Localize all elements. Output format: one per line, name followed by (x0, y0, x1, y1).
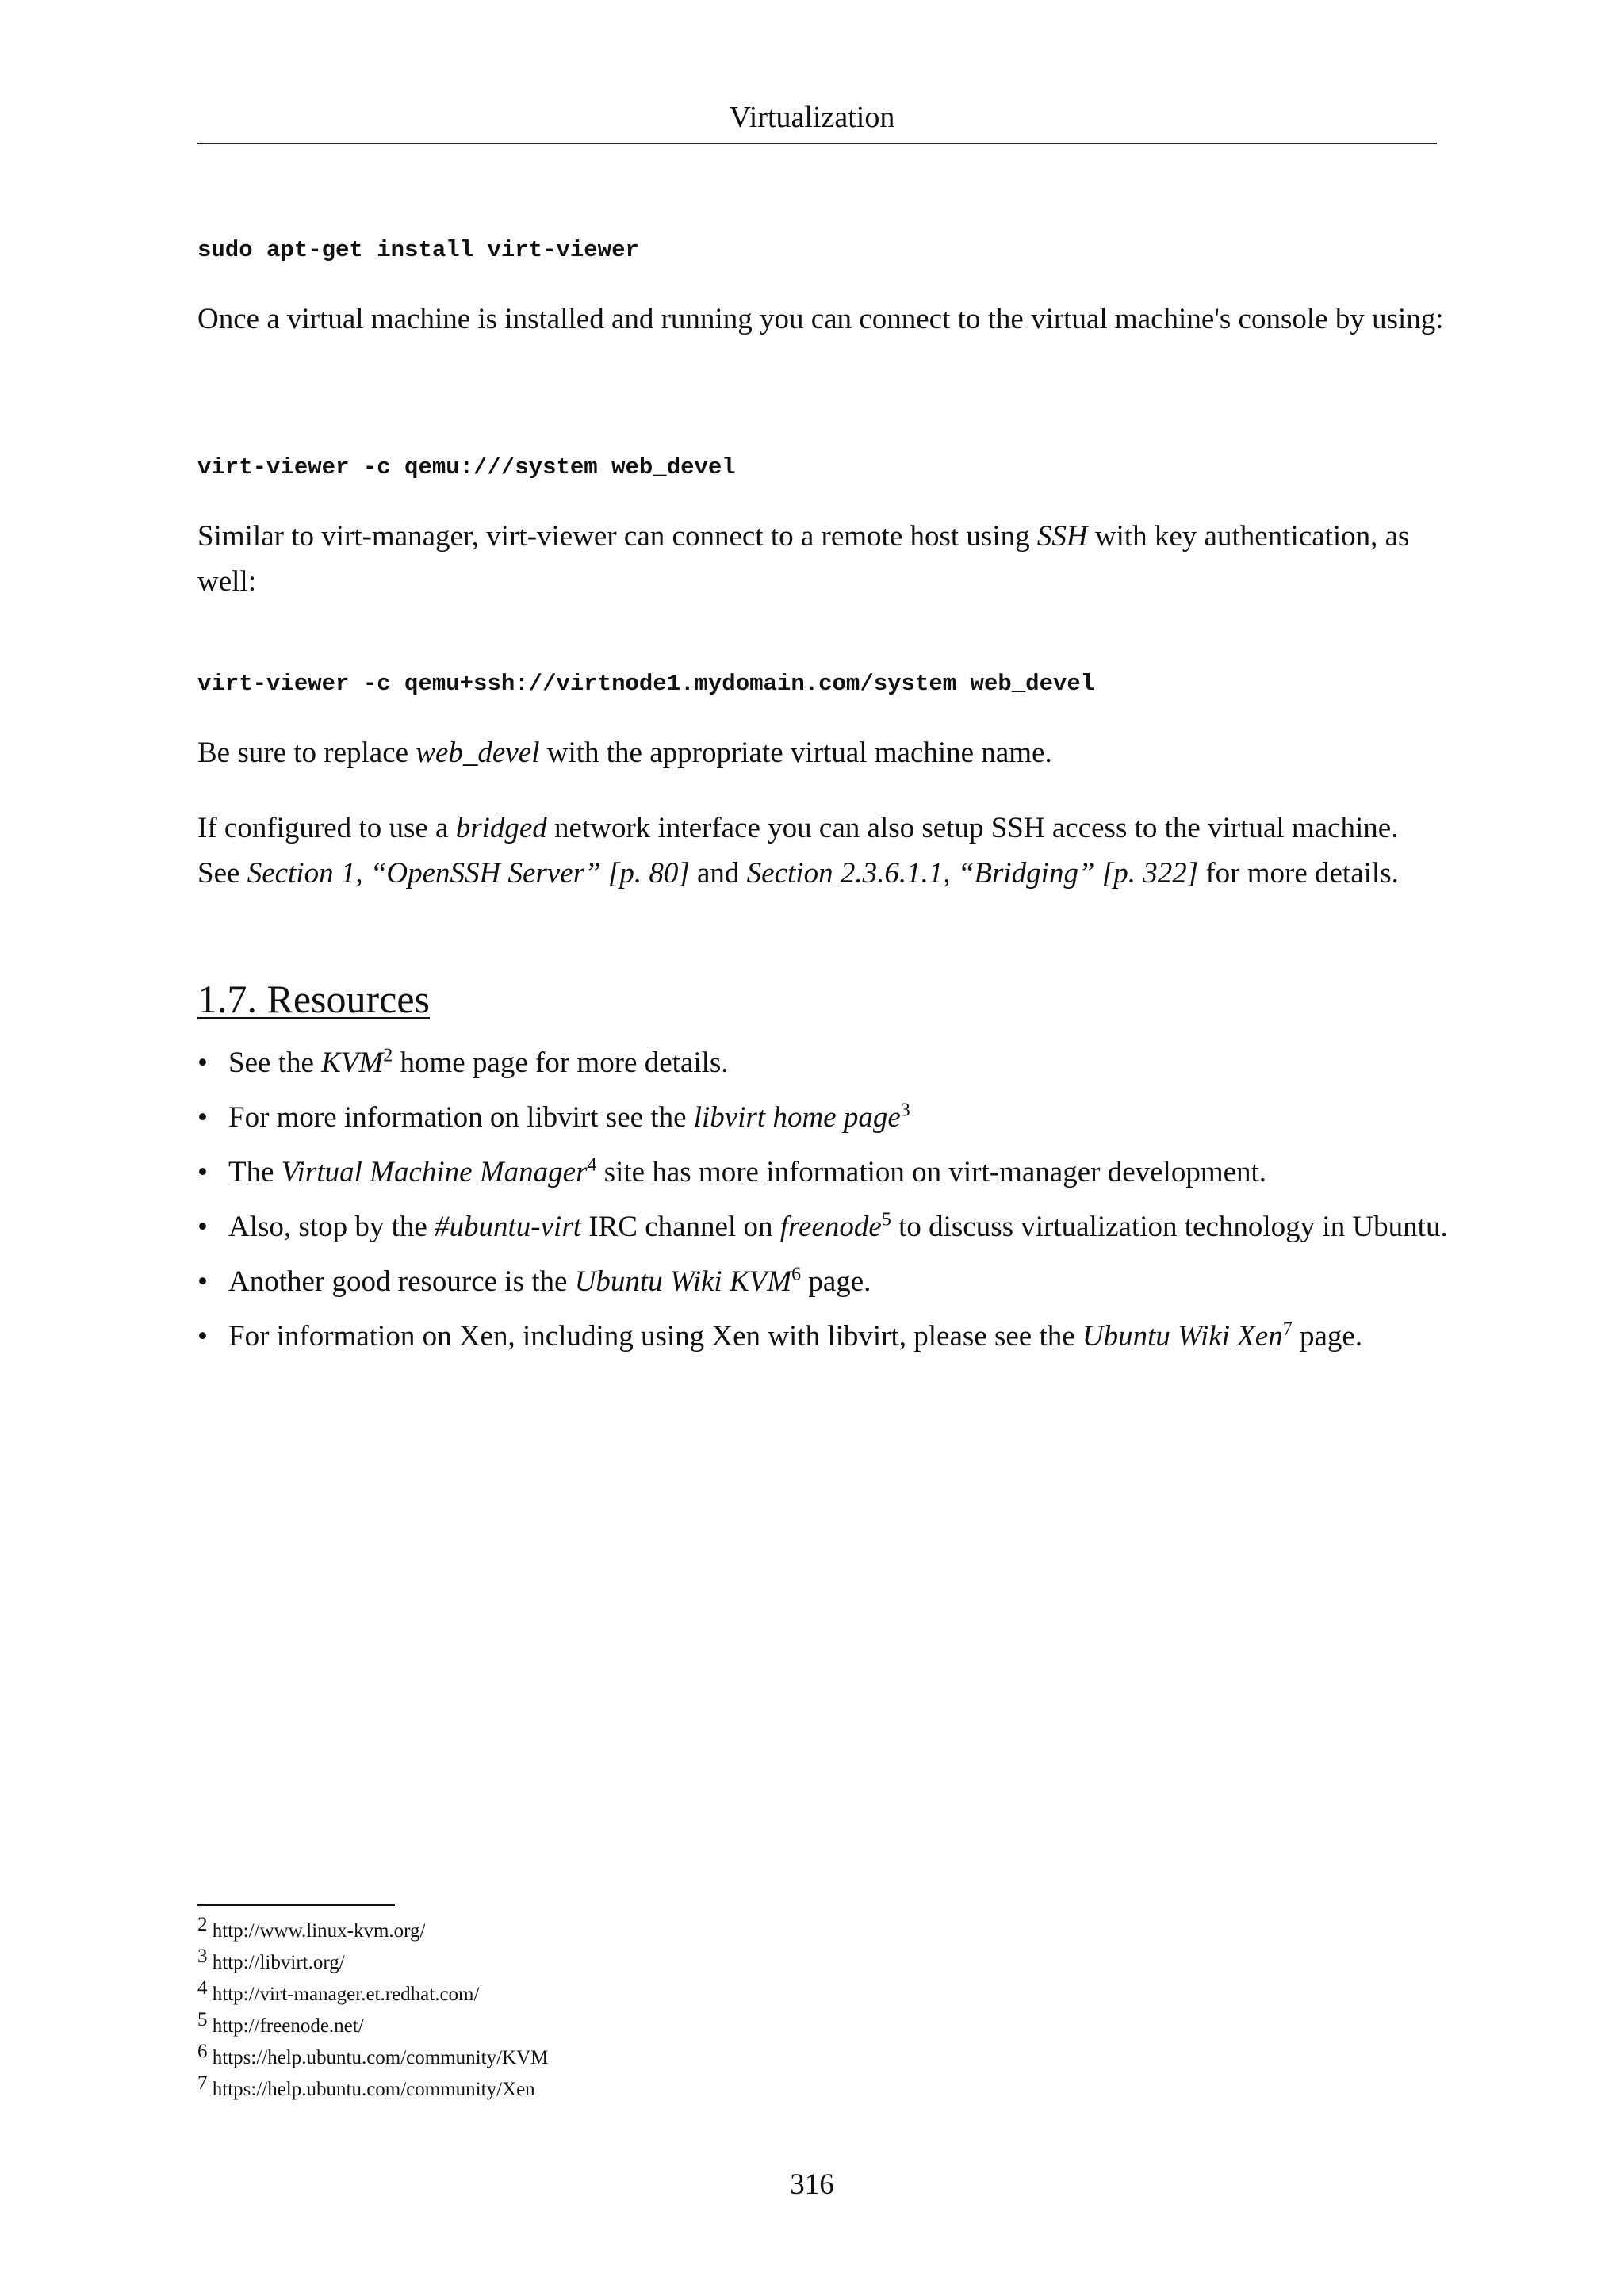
footnote-ref[interactable]: 6 (791, 1264, 802, 1285)
text-segment: See the (228, 1047, 322, 1079)
emphasis-irc-channel: #ubuntu-virt (435, 1211, 582, 1243)
footnote-url[interactable]: https://help.ubuntu.com/community/Xen (212, 2079, 535, 2100)
footnote-ref[interactable]: 2 (383, 1045, 393, 1066)
link-virtual-machine-manager[interactable]: Virtual Machine Manager (281, 1156, 588, 1188)
list-item (197, 1314, 1450, 1359)
bullet-icon: • (197, 1156, 208, 1188)
code-virt-viewer-local: virt-viewer -c qemu:///system web_devel (197, 454, 736, 480)
link-ubuntu-wiki-xen[interactable]: Ubuntu Wiki Xen (1082, 1320, 1283, 1353)
text-segment: If configured to use a (197, 812, 456, 844)
bullet-icon: • (197, 1211, 208, 1243)
code-install-virt-viewer: sudo apt-get install virt-viewer (197, 237, 639, 263)
footnote-number: 2 (197, 1914, 208, 1935)
code-virt-viewer-remote: virt-viewer -c qemu+ssh://virtnode1.mydomain.com/system web_devel (197, 671, 1095, 697)
link-openssh-section[interactable]: Section 1, “OpenSSH Server” [p. 80] (247, 857, 690, 890)
section-heading-resources: 1.7. Resources (197, 977, 430, 1021)
footnote-ref[interactable]: 5 (881, 1209, 891, 1230)
link-libvirt-home-page[interactable]: libvirt home page (693, 1101, 901, 1134)
footnote-ref[interactable]: 4 (587, 1154, 597, 1176)
bullet-icon: • (197, 1320, 208, 1353)
link-freenode[interactable]: freenode (779, 1211, 882, 1243)
list-item (197, 1259, 1450, 1304)
footnote-number: 5 (197, 2009, 208, 2030)
footnote-item (197, 2074, 548, 2106)
paragraph-console-connect: Once a virtual machine is installed and running you can connect to the virtual machine's console by using: (197, 303, 1444, 335)
footnote-url[interactable]: http://libvirt.org/ (212, 1952, 345, 1973)
list-item (197, 1150, 1450, 1195)
footnote-ref[interactable]: 3 (900, 1100, 910, 1121)
footnote-number: 4 (197, 1977, 208, 1999)
text-segment: For more information on libvirt see the (228, 1101, 694, 1134)
page-number: 316 (790, 2168, 834, 2201)
footnote-rule (197, 1904, 395, 1906)
text-segment: with the appropriate virtual machine name. (539, 737, 1052, 769)
footnote-number: 6 (197, 2041, 208, 2062)
footnote-item (197, 1947, 548, 1979)
link-bridging-section[interactable]: Section 2.3.6.1.1, “Bridging” [p. 322] (746, 857, 1199, 890)
footnote-item (197, 1979, 548, 2011)
running-header: Virtualization (729, 101, 895, 134)
link-ubuntu-wiki-kvm[interactable]: Ubuntu Wiki KVM (574, 1265, 792, 1298)
list-item (197, 1040, 1450, 1085)
text-segment: network interface you can also setup SSH access to the virtual machine. See (197, 812, 1399, 890)
bullet-icon: • (197, 1047, 208, 1079)
header-rule (197, 143, 1437, 144)
text-segment: Also, stop by the (228, 1211, 435, 1243)
paragraph-bridged-ssh (197, 806, 1446, 896)
footnote-url[interactable]: https://help.ubuntu.com/community/KVM (212, 2047, 549, 2068)
footnotes-list (197, 1915, 548, 2106)
resources-list (197, 1040, 1450, 1359)
list-item (197, 1095, 1450, 1140)
footnote-number: 7 (197, 2072, 208, 2094)
text-segment: page. (801, 1265, 871, 1298)
text-segment: site has more information on virt-manager development. (596, 1156, 1267, 1188)
emphasis-web-devel: web_devel (416, 737, 540, 769)
text-segment: IRC channel on (581, 1211, 780, 1243)
footnote-item (197, 2011, 548, 2042)
text-segment: for more details. (1198, 857, 1399, 890)
bullet-icon: • (197, 1265, 208, 1298)
text-segment: Be sure to replace (197, 737, 416, 769)
link-kvm[interactable]: KVM (321, 1047, 384, 1079)
text-segment: page. (1292, 1320, 1363, 1353)
footnote-ref[interactable]: 7 (1282, 1318, 1293, 1340)
footnote-number: 3 (197, 1946, 208, 1967)
text-segment: For information on Xen, including using Xen with libvirt, please see the (228, 1320, 1082, 1353)
list-item (197, 1204, 1450, 1249)
text-segment: with key authentication, as well: (197, 520, 1410, 598)
footnote-url[interactable]: http://www.linux-kvm.org/ (212, 1920, 426, 1942)
text-segment: Another good resource is the (228, 1265, 575, 1298)
emphasis-bridged: bridged (455, 812, 547, 844)
paragraph-remote-ssh (197, 514, 1446, 604)
footnote-item (197, 2042, 548, 2074)
text-segment: and (689, 857, 747, 890)
emphasis-ssh: SSH (1036, 520, 1088, 553)
bullet-icon: • (197, 1101, 208, 1134)
text-segment: The (228, 1156, 282, 1188)
text-segment: home page for more details. (393, 1047, 729, 1079)
footnote-url[interactable]: http://freenode.net/ (212, 2015, 364, 2037)
paragraph-replace-name (197, 730, 1446, 775)
footnote-url[interactable]: http://virt-manager.et.redhat.com/ (212, 1984, 480, 2005)
text-segment: Similar to virt-manager, virt-viewer can connect to a remote host using (197, 520, 1037, 553)
footnote-item (197, 1915, 548, 1947)
text-segment: to discuss virtualization technology in Ubuntu. (891, 1211, 1448, 1243)
